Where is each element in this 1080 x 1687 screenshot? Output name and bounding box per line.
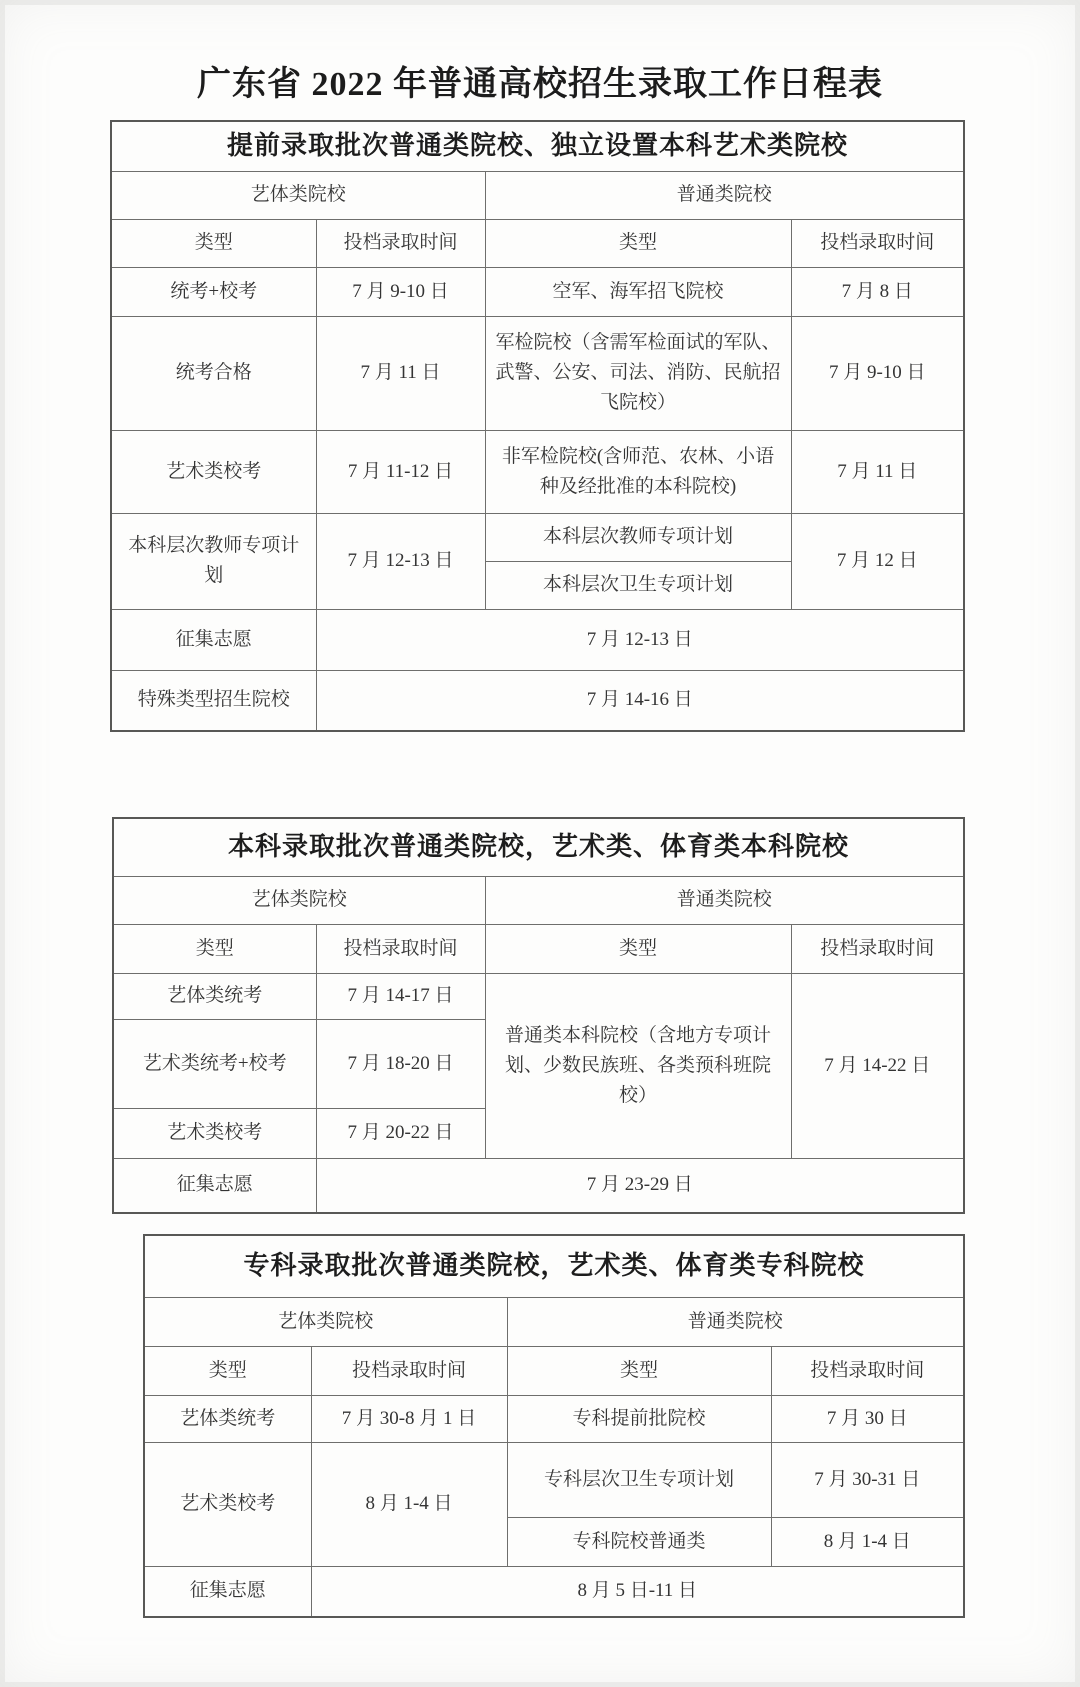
table3-r1-general-type: 专科提前批院校: [507, 1395, 771, 1442]
table3-r2-general-type-health: 专科层次卫生专项计划: [507, 1442, 771, 1517]
table1-r1-art-time: 7 月 9-10 日: [316, 267, 485, 316]
table2-merged-general-type: 普通类本科院校（含地方专项计划、少数民族班、各类预科班院校）: [485, 973, 791, 1158]
table1-r5-time: 7 月 12-13 日: [316, 609, 964, 670]
table1-r6-time: 7 月 14-16 日: [316, 670, 964, 731]
table1-colheader-general-type: 类型: [485, 219, 791, 267]
table1-r1-general-time: 7 月 8 日: [791, 267, 964, 316]
table3-r2-art-type: 艺术类校考: [144, 1442, 311, 1566]
table1-r4-art-time: 7 月 12-13 日: [316, 513, 485, 609]
table1-r4-general-time: 7 月 12 日: [791, 513, 964, 609]
table1-r2-art-time: 7 月 11 日: [316, 316, 485, 430]
table1-colheader-art-time: 投档录取时间: [316, 219, 485, 267]
table1-r4-general-type-health: 本科层次卫生专项计划: [485, 561, 791, 609]
table2-r3-art-type: 艺术类校考: [113, 1108, 316, 1158]
table3-r2-general-time-regular: 8 月 1-4 日: [771, 1517, 964, 1566]
table2-r2-art-type: 艺术类统考+校考: [113, 1019, 316, 1108]
table1-group-general: 普通类院校: [485, 171, 964, 219]
table1-r5-label: 征集志愿: [111, 609, 316, 670]
table1-r3-general-type: 非军检院校(含师范、农林、小语种及经批准的本科院校): [485, 430, 791, 513]
table2-title: 本科录取批次普通类院校，艺术类、体育类本科院校: [113, 818, 964, 876]
table2-colheader-art-type: 类型: [113, 924, 316, 973]
table3-colheader-art-type: 类型: [144, 1346, 311, 1395]
table3-group-art: 艺体类院校: [144, 1297, 507, 1346]
table2-r4-time: 7 月 23-29 日: [316, 1158, 964, 1213]
table2-r1-art-type: 艺体类统考: [113, 973, 316, 1019]
table2-group-general: 普通类院校: [485, 876, 964, 924]
table2-group-art: 艺体类院校: [113, 876, 485, 924]
table3-r2-general-type-regular: 专科院校普通类: [507, 1517, 771, 1566]
table1-r4-art-type: 本科层次教师专项计划: [111, 513, 316, 609]
table3-colheader-general-time: 投档录取时间: [771, 1346, 964, 1395]
table3-r1-art-time: 7 月 30-8 月 1 日: [311, 1395, 507, 1442]
table3-group-general: 普通类院校: [507, 1297, 964, 1346]
table3-r3-label: 征集志愿: [144, 1566, 311, 1617]
table3-r2-art-time: 8 月 1-4 日: [311, 1442, 507, 1566]
table1-colheader-general-time: 投档录取时间: [791, 219, 964, 267]
table1-colheader-art-type: 类型: [111, 219, 316, 267]
table3-r1-art-type: 艺体类统考: [144, 1395, 311, 1442]
table1-r2-general-type: 军检院校（含需军检面试的军队、武警、公安、司法、消防、民航招飞院校）: [485, 316, 791, 430]
table1-r1-general-type: 空军、海军招飞院校: [485, 267, 791, 316]
table2-r4-label: 征集志愿: [113, 1158, 316, 1213]
table3-r1-general-time: 7 月 30 日: [771, 1395, 964, 1442]
table-junior-college-admission-batch: [143, 1234, 965, 1618]
document-title: 广东省 2022 年普通高校招生录取工作日程表: [197, 66, 883, 103]
table1-r4-general-type-teacher: 本科层次教师专项计划: [485, 513, 791, 561]
table2-colheader-general-time: 投档录取时间: [791, 924, 964, 973]
table1-r3-art-type: 艺术类校考: [111, 430, 316, 513]
table3-r2-general-time-health: 7 月 30-31 日: [771, 1442, 964, 1517]
table1-r6-label: 特殊类型招生院校: [111, 670, 316, 731]
table3-title: 专科录取批次普通类院校，艺术类、体育类专科院校: [144, 1235, 964, 1297]
table2-merged-general-time: 7 月 14-22 日: [791, 973, 964, 1158]
table1-group-art: 艺体类院校: [111, 171, 485, 219]
table2-r2-art-time: 7 月 18-20 日: [316, 1019, 485, 1108]
table2-colheader-general-type: 类型: [485, 924, 791, 973]
table1-r2-art-type: 统考合格: [111, 316, 316, 430]
table1-title: 提前录取批次普通类院校、独立设置本科艺术类院校: [111, 121, 964, 171]
table2-r3-art-time: 7 月 20-22 日: [316, 1108, 485, 1158]
table3-r3-time: 8 月 5 日-11 日: [311, 1566, 964, 1617]
table-undergraduate-admission-batch: [112, 817, 965, 1214]
table1-r3-art-time: 7 月 11-12 日: [316, 430, 485, 513]
table2-colheader-art-time: 投档录取时间: [316, 924, 485, 973]
table3-colheader-art-time: 投档录取时间: [311, 1346, 507, 1395]
table-early-admission-batch: [110, 120, 965, 732]
table1-r1-art-type: 统考+校考: [111, 267, 316, 316]
table3-colheader-general-type: 类型: [507, 1346, 771, 1395]
table1-r2-general-time: 7 月 9-10 日: [791, 316, 964, 430]
table2-r1-art-time: 7 月 14-17 日: [316, 973, 485, 1019]
table1-r3-general-time: 7 月 11 日: [791, 430, 964, 513]
